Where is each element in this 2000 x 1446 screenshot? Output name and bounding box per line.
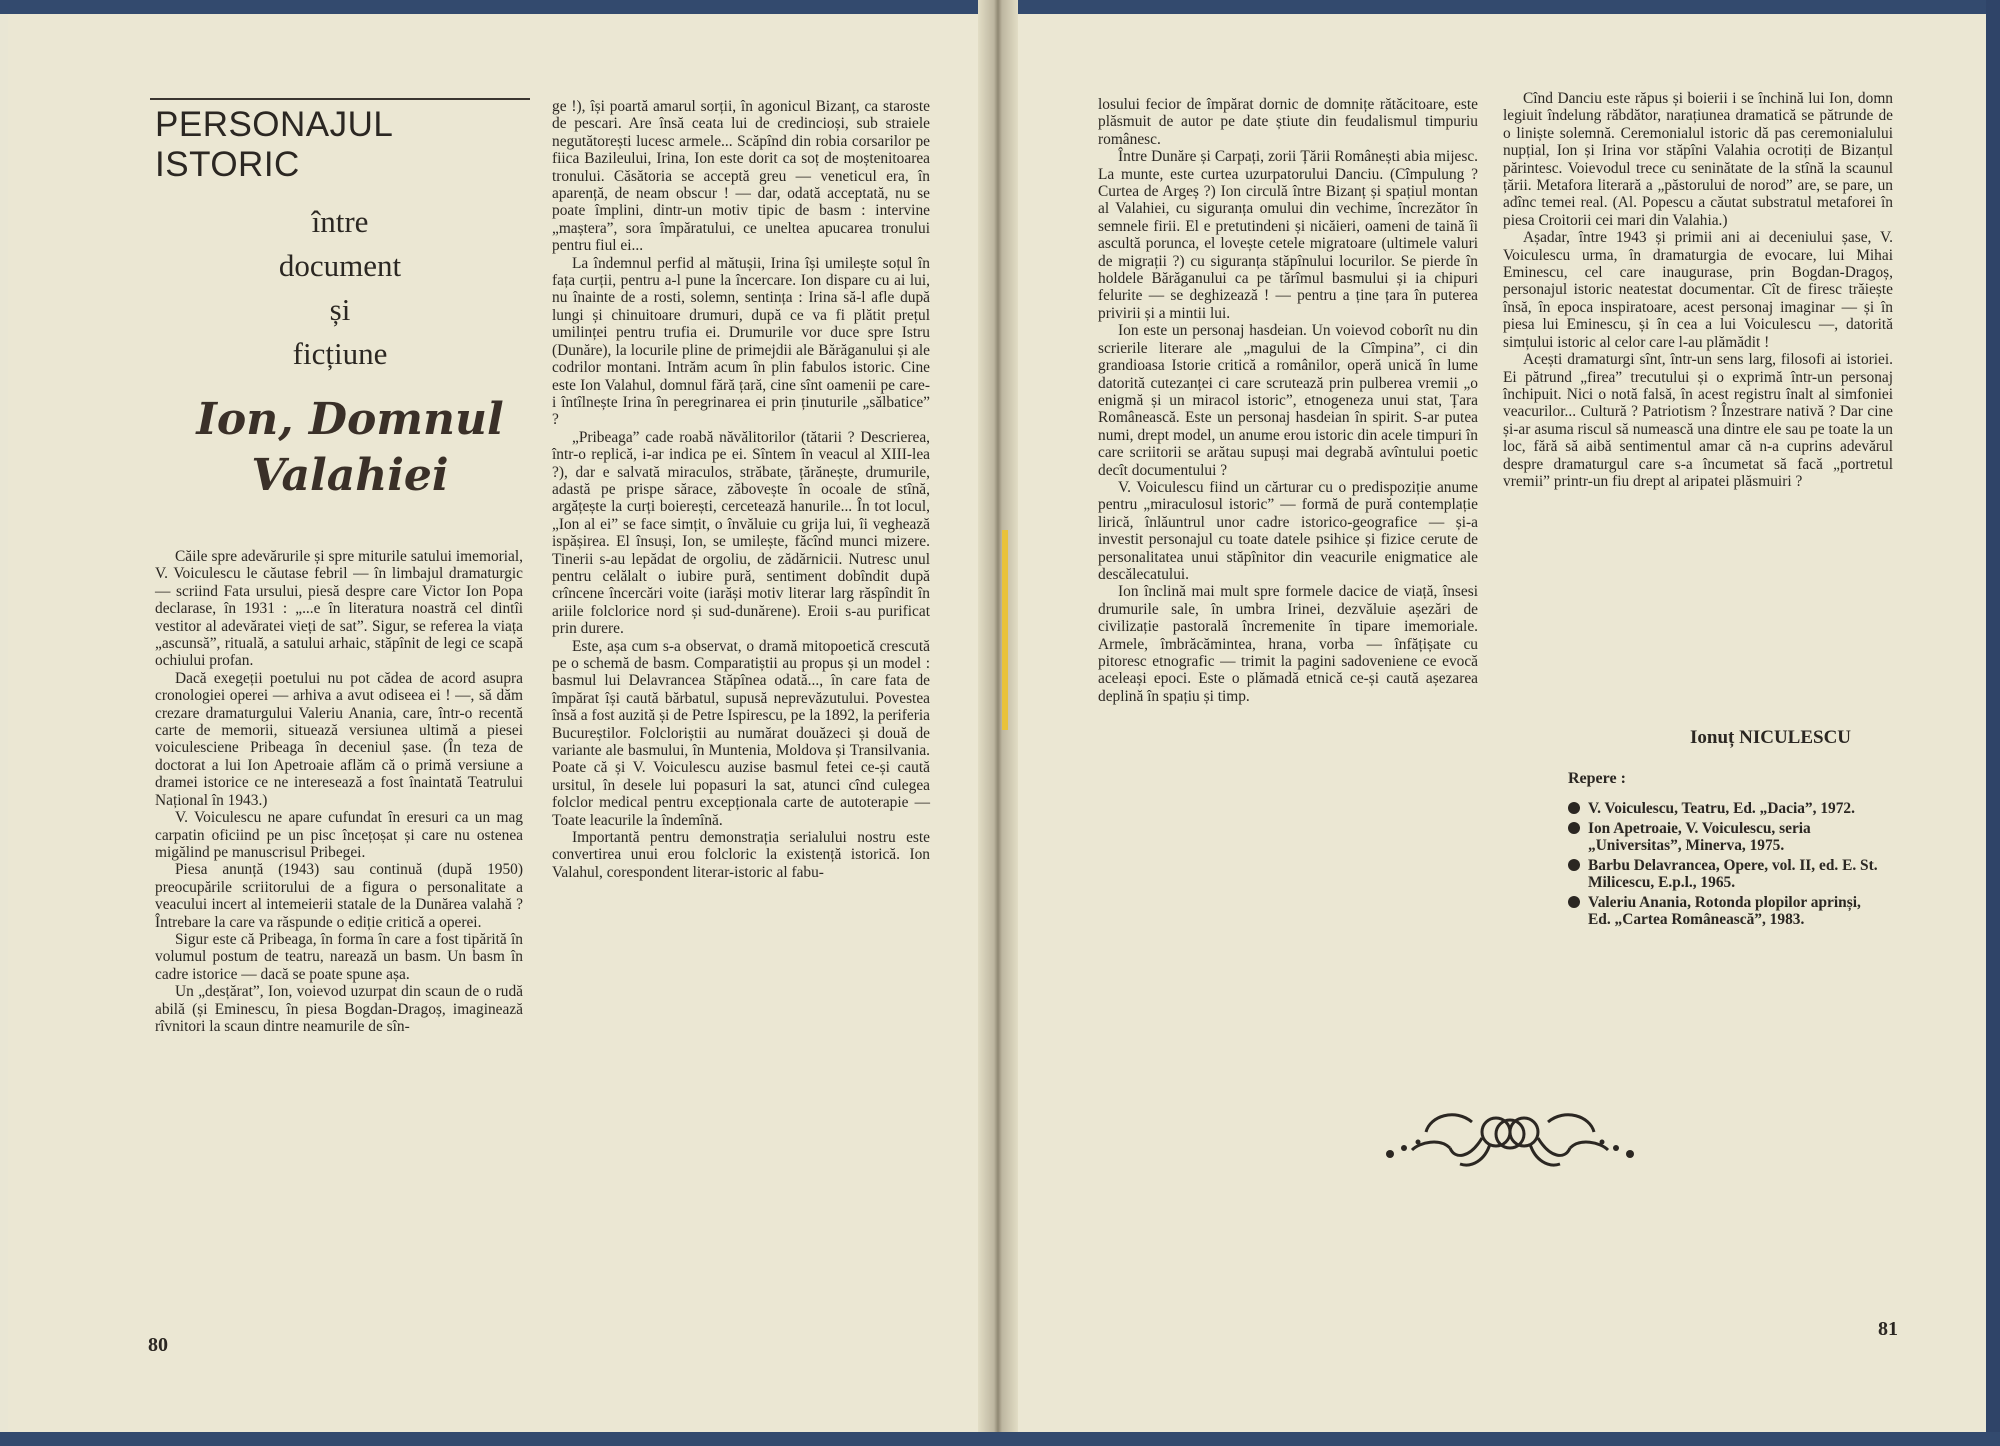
column-3 <box>1098 96 1478 705</box>
paragraph: La îndemnul perfid al mătușii, Irina își umilește soțul în fața curții, pentru a-l pune la încercare. Ion dispare cu ai lui, nu înainte de a rosti, solemn, sentința : Irina să-l afle după lungi și chinuitoare drumuri, după ce va fi plătit prețul umilinței pentru trufia ei. Drumurile vor duce spre Istru (Dunăre), la locurile pline de primejdii ale Bărăganului și ale codrilor montani. Intrăm acum în plin fabulos istoric. Cine este Ion Valahul, domnul fără țară, cine sînt oamenii pe care-i întîlnește Irina în peregrinarea ei prin ținuturile „sălbatice” ? <box>552 254 930 429</box>
reference-text: Barbu Delavrancea, Opere, vol. II, ed. E. St. Milicescu, E.p.l., 1965. <box>1588 856 1878 891</box>
paragraph: Ion înclină mai mult spre formele dacice de viață, însesi drumurile sale, în umbra Irinei, dezvăluie așezări de civilizație pastorală încremenite în tipare imemoriale. Armele, îmbrăcămintea, hrana, vorba — înfățișate cu pitoresc etnografic — trimit la pagini sadoveniene ce evocă aceleași epoci. Este o plămadă etnică ce-și caută așezarea deplină în spațiu și timp. <box>1098 583 1478 705</box>
paragraph: Între Dunăre și Carpați, zorii Țării Românești abia mijesc. La munte, este curtea uzurpatorului Danciu. (Cîmpulung ? Curtea de Argeș ?) Ion circulă între Bizanț și spațiul montan al Valahiei, cu siguranța omului din vechime, încrezător în semnele firii. El e pretutindeni și nicăieri, oameni de taină îi ascultă porunca, el lovește cetele migratoare (ultimele valuri de migrații ?) cu siguranța stăpînului locurilor. Se pierde în holdele Bărăganului ca pe tărîmul basmului și ia chipuri felurite — se deghizează ! — pentru a ține țara în puterea privirii și a mintii lui. <box>1098 148 1478 322</box>
paragraph: Un „desțărat”, Ion, voievod uzurpat din scaun de o rudă abilă (și Eminescu, în piesa Bogdan-Dragoș, imaginează rîvnitori la scaun dintre neamurile de sîn- <box>155 983 523 1035</box>
reference-item <box>1568 820 1886 855</box>
bullet-icon <box>1568 859 1580 871</box>
paragraph: Sigur este că Pribeaga, în forma în care a fost tipărită în volumul postum de teatru, narează un basm. Un basm în cadre istorice — dacă se poate spune așa. <box>155 930 523 983</box>
subtitle-line: ficțiune <box>292 336 388 371</box>
bottom-binding-edge <box>0 1432 2000 1446</box>
paragraph: Căile spre adevărurile și spre miturile satului imemorial, V. Voiculescu le căutase febril — în limbajul dramaturgic — scriind Fata ursului, piesă despre care Victor Ion Popa declarase, în 1931 : „...e în literatura noastră cel dintîi vestitor al adevăratei vieți de sat”. Sigur, se referea la viața „ascunsă”, rituală, a satului arhaic, stăpînit de legi ce scapă ochiului profan. <box>155 548 523 670</box>
page-number-left: 80 <box>148 1334 168 1356</box>
page-number-right: 81 <box>1878 1318 1898 1340</box>
reference-text: Ion Apetroaie, V. Voiculescu, seria „Universitas”, Minerva, 1975. <box>1588 819 1811 854</box>
references-heading: Repere : <box>1568 770 1626 787</box>
reference-text: Valeriu Anania, Rotonda plopilor aprinși, Ed. „Cartea Românească”, 1983. <box>1588 893 1861 928</box>
article-title: Ion, Domnul Valahiei <box>196 394 504 501</box>
bullet-icon <box>1568 896 1580 908</box>
paragraph: Este, așa cum s-a observat, o dramă mitopoetică crescută pe o schemă de basm. Comparatiștii au propus și un model : basmul lui Delavrancea Stăpînea odată..., în care fata de împărat își caută bărbatul, supusă neprevăzutului. Povestea însă a fost auzită și de Petre Ispirescu, pe la 1892, la periferia Bucureștilor. Folcloriștii au numărat douăzeci și două de variante ale basmului, în Muntenia, Moldova și Transilvania. Poate că și V. Voiculescu auzise basmul fetei ce-și caută ursitul, în desele lui popasuri la sat, atunci cînd culegea folclor medical pentru excepționala carte de autoterapie — Toate leacurile la îndemînă. <box>552 637 930 829</box>
references-list <box>1568 800 1886 931</box>
paragraph: Piesa anunță (1943) sau continuă (după 1950) preocupările scriitorului de a figura o personalitate a veacului incert al intemeierii statale de la Dunărea valahă ? Întrebare la care va răspunde o ediție critică a operei. <box>155 861 523 931</box>
bullet-icon <box>1568 802 1580 814</box>
section-title: PERSONAJUL ISTORIC <box>155 105 393 184</box>
paragraph: V. Voiculescu ne apare cufundat în eresuri ca un mag carpatin oficiind pe un pisc încețoșat și care nu ostenea migălind pe manuscrisul Pribegei. <box>155 809 523 861</box>
subtitle-line: între <box>311 204 369 239</box>
reference-item <box>1568 800 1886 818</box>
bullet-icon <box>1568 822 1580 834</box>
paragraph: Cînd Danciu este răpus și boierii i se închină lui Ion, domn legiuit îndelung răbdător, narațiunea dramatică se pătrunde de o liniște solemnă. Ceremonialul istoric dă pas ceremonialului nupțial, Ion și Irina vor stăpîni Valahia ocrotiți de Bizanțul părintesc. Voievodul trece cu seninătate de la stînă la scaunul țării. Metafora literară a „păstorului de norod” are, se pare, un adînc temei real. (Al. Popescu a căutat substratul metaforei în piesa Croitorii cei mari din Valahia.) <box>1503 90 1893 229</box>
right-binding-edge <box>1986 0 2000 1446</box>
paragraph: Ion este un personaj hasdeian. Un voievod coborît nu din scrierile literare ale „magului de la Cîmpina”, ci din grandioasa Istorie critică a românilor, operă unică în lume datorită cutezanței ci care scrutează prin pulberea vremii „o enigmă și un miracol istoric”, etnogeneza unui stat, Țara Românească. Este un personaj hasdeian în spirit. S-ar putea numi, drept model, un anume erou istoric din acele timpuri în care scriitorii se arătau supuși mai degrabă avîntului poetic decît documentului ? <box>1098 322 1478 479</box>
paragraph: losului fecior de împărat dornic de domnițe rătăcitoare, este plăsmuit de autor pe date știute din feudalismul timpuriu românesc. <box>1098 96 1478 148</box>
paragraph: Importantă pentru demonstrația serialului nostru este convertirea unui erou folcloric la existență istorică. Ion Valahul, corespondent literar-istoric al fabu- <box>552 829 930 881</box>
paragraph: V. Voiculescu fiind un cărturar cu o predispoziție anume pentru „miraculosul istoric” — formă de pură contemplație lirică, înlăuntrul unor cadre istorico-geografice — și-a investit personajul cu toate datele psihice și fizice cerute de personalitatea unui stăpînitor din veacurile enigmatice ale descălecatului. <box>1098 478 1478 583</box>
paragraph: „Pribeaga” cade roabă năvălitorilor (tătarii ? Descrierea, într-o replică, i-ar indica pe ei. Sîntem în veacul al XIII-lea ?), dar e salvată miraculos, străbate, țărănește, drumurile, adastă pe prispe sărace, zăbovește în ocoale de stînă, argățește la curți boierești, cercetează hanurile... În tot locul, „Ion al ei” se face simțit, o învăluie cu grija lui, îi veghează ispășirea. El însuși, Ion, se umilește, făcînd munci mizere. Tinerii s-au lepădat de orgoliu, de zădărnicii. Nutresc unul pentru celălalt o iubire pură, sentiment dobîndit după crîncene încercări voite (iarăși motiv literar larg răspîndit în ariile folclorice nord și sud-dunărene). Eroii s-au purificat prin durere. <box>552 428 930 638</box>
paragraph: Dacă exegeții poetului nu pot cădea de acord asupra cronologiei operei — arhiva a avut odiseea ei ! —, să dăm crezare dramaturgului Valeriu Anania, care, într-o recentă carte de memorii, situează versiunea ultimă a piesei voiculesciene Pribeaga în deceniul șase. (În teza de doctorat a lui Ion Apetroaie aflăm că o primă versiune a dramei istorice ce ne interesează a fost înaintată Teatrului Național în 1943.) <box>155 669 523 809</box>
column-4 <box>1503 90 1893 490</box>
paragraph: Așadar, între 1943 și primii ani ai deceniului șase, V. Voiculescu urma, în dramaturgia de evocare, lui Mihai Eminescu, cel care inaugurase, prin Bogdan-Dragoș, personajul istoric neatestat documentar. Cît de firesc trăiește însă, în epoca inspiratoare, acest personaj imaginar — și în piesa lui Eminescu, și în cea a lui Voiculescu —, datorită simțului istoric al celor care l-au plămădit ! <box>1503 229 1893 351</box>
author-signature: Ionuț NICULESCU <box>1690 727 1852 748</box>
column-1 <box>155 548 523 1035</box>
reference-item <box>1568 857 1886 892</box>
column-2 <box>552 98 930 881</box>
ornament-icon <box>1360 1098 1660 1178</box>
section-rule <box>150 98 530 100</box>
reference-item <box>1568 894 1886 929</box>
bookmark-tab <box>1002 530 1008 730</box>
paragraph: Acești dramaturgi sînt, într-un sens larg, filosofi ai istoriei. Ei pătrund „firea” trecutului și o exprimă într-un personaj închipuit. Nici o notă falsă, în acest registru înalt al simfoniei veacurilor... Cultură ? Patriotism ? Înzestrare nativă ? Dar cine și-ar asuma riscul să numească una dintre ele sau pe toate la un loc, fără să aibă sentimentul amar că n-a cuprins adevărul despre dramaturgul care s-a încumetat să facă „portretul vremii” printr-un fiu drept al aripatei plăsmuiri ? <box>1503 351 1893 490</box>
book-gutter <box>978 0 1018 1446</box>
subtitle-line: și <box>329 292 351 327</box>
reference-text: V. Voiculescu, Teatru, Ed. „Dacia”, 1972. <box>1588 800 1855 817</box>
subtitle <box>240 200 440 376</box>
paragraph: ge !), își poartă amarul sorții, în agonicul Bizanț, ca staroste de pescari. Are însă ceata lui de credincioși, sub straiele negutătorești lucesc armele... Scăpînd din robia corsarilor pe fiica Bazileului, Irina, Ion este dorit ca soț de moștenitoarea tronului. Căsătoria se acceptă greu — veneticul era, în aparență, de neam obscur ! — dar, odată acceptată, nu se poate împlini, dintr-un motiv tipic de basm : intervine „maștera”, sora împăratului, ce unelteа apucarea tronului pentru fiul ei... <box>552 98 930 255</box>
subtitle-line: document <box>278 248 402 283</box>
